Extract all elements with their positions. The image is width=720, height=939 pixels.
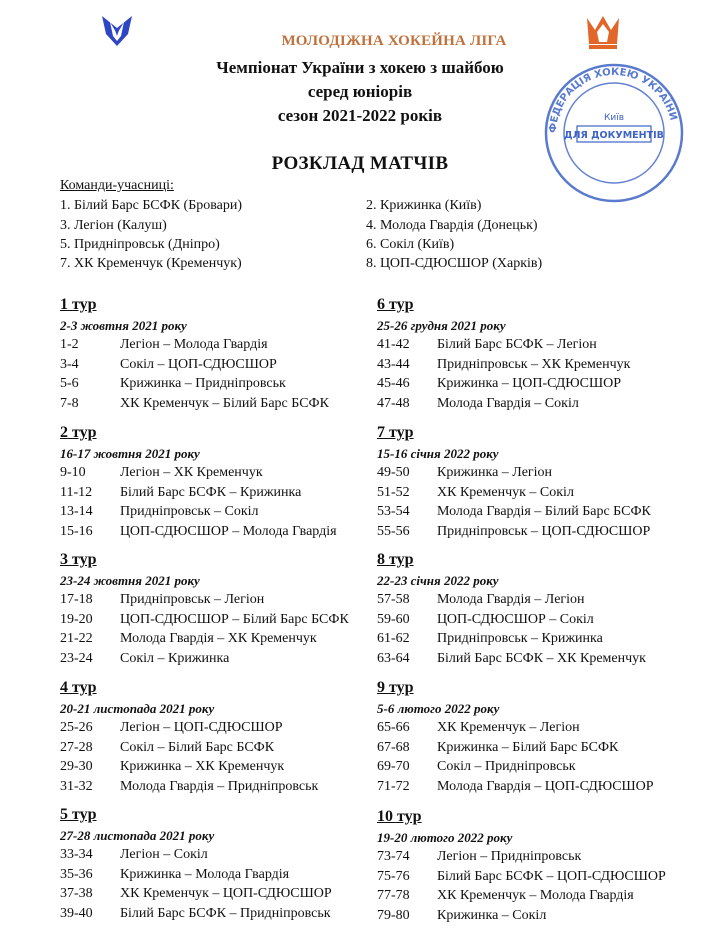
round-title: 4 тур bbox=[60, 679, 97, 696]
match-number: 29-30 bbox=[60, 759, 93, 774]
match-number: 63-64 bbox=[377, 650, 410, 666]
round-date: 25-26 грудня 2021 року bbox=[377, 318, 506, 333]
round-title: 6 тур bbox=[377, 296, 414, 313]
match-number: 21-22 bbox=[60, 631, 93, 646]
round-date: 22-23 січня 2022 року bbox=[377, 573, 499, 588]
match-row bbox=[60, 522, 380, 542]
match-teams: ХК Кременчук – Молода Гвардія bbox=[437, 888, 634, 903]
round-block bbox=[60, 422, 380, 541]
match-number: 27-28 bbox=[60, 739, 93, 755]
round-title: 10 тур bbox=[377, 808, 422, 825]
match-number: 61-62 bbox=[377, 631, 410, 646]
match-number: 31-32 bbox=[60, 778, 93, 794]
teams-label: Команди-учасниці: bbox=[60, 178, 174, 193]
official-stamp bbox=[543, 62, 685, 204]
match-teams: ХК Кременчук – Легіон bbox=[437, 720, 580, 735]
match-number: 25-26 bbox=[60, 720, 93, 735]
match-teams: Легіон – Молода Гвардія bbox=[120, 337, 268, 352]
match-row bbox=[60, 777, 380, 797]
match-row bbox=[60, 394, 380, 414]
match-row bbox=[377, 394, 697, 414]
round-block bbox=[377, 294, 697, 413]
match-teams: Сокіл – ЦОП-СДЮСШОР bbox=[120, 356, 277, 372]
round-block bbox=[60, 549, 380, 668]
round-title: 9 тур bbox=[377, 679, 414, 696]
match-teams: Крижинка – Придніпровськ bbox=[120, 376, 286, 391]
team-item: 6. Сокіл (Київ) bbox=[366, 237, 455, 252]
round-date: 2-3 жовтня 2021 року bbox=[60, 318, 187, 333]
match-row bbox=[377, 718, 697, 738]
match-number: 13-14 bbox=[60, 504, 93, 519]
match-number: 23-24 bbox=[60, 650, 93, 666]
match-teams: Придніпровськ – Крижинка bbox=[437, 631, 603, 646]
match-row bbox=[60, 374, 380, 394]
match-number: 43-44 bbox=[377, 356, 410, 372]
match-teams: Придніпровськ – Легіон bbox=[120, 592, 265, 607]
match-teams: ХК Кременчук – Білий Барс БСФК bbox=[120, 395, 329, 411]
match-row bbox=[60, 355, 380, 375]
match-teams: Крижинка – ЦОП-СДЮСШОР bbox=[437, 376, 622, 391]
match-row bbox=[377, 502, 697, 522]
team-item: 7. ХК Кременчук (Кременчук) bbox=[60, 256, 242, 271]
match-teams: ЦОП-СДЮСШОР – Молода Гвардія bbox=[120, 523, 337, 539]
match-teams: Білий Барс БСФК – ЦОП-СДЮСШОР bbox=[437, 868, 666, 884]
match-teams: Молода Гвардія – ЦОП-СДЮСШОР bbox=[437, 778, 654, 794]
round-date: 16-17 жовтня 2021 року bbox=[60, 446, 200, 461]
match-teams: ЦОП-СДЮСШОР – Сокіл bbox=[437, 611, 594, 627]
match-row bbox=[60, 845, 380, 865]
match-row bbox=[60, 629, 380, 649]
round-date: 23-24 жовтня 2021 року bbox=[60, 573, 200, 588]
match-row bbox=[60, 757, 380, 777]
match-row bbox=[60, 590, 380, 610]
round-block bbox=[377, 549, 697, 668]
match-teams: ХК Кременчук – ЦОП-СДЮСШОР bbox=[120, 886, 332, 901]
match-number: 75-76 bbox=[377, 868, 410, 884]
match-teams: Молода Гвардія – Придніпровськ bbox=[120, 778, 319, 794]
match-number: 53-54 bbox=[377, 504, 410, 519]
match-row bbox=[377, 867, 697, 887]
match-teams: Білий Барс БСФК – Придніпровськ bbox=[120, 905, 331, 921]
match-teams: Білий Барс БСФК – Крижинка bbox=[120, 484, 302, 500]
round-date: 20-21 листопада 2021 року bbox=[60, 701, 215, 716]
match-row bbox=[60, 649, 380, 669]
match-number: 37-38 bbox=[60, 886, 93, 901]
match-number: 35-36 bbox=[60, 866, 93, 882]
round-block bbox=[377, 806, 697, 925]
championship-title: Чемпіонат України з хокею з шайбою bbox=[216, 58, 504, 77]
match-row bbox=[377, 610, 697, 630]
round-title: 2 тур bbox=[60, 424, 97, 441]
match-teams: Крижинка – Білий Барс БСФК bbox=[437, 739, 619, 755]
match-number: 15-16 bbox=[60, 523, 93, 539]
match-number: 5-6 bbox=[60, 376, 79, 391]
match-teams: Придніпровськ – ЦОП-СДЮСШОР bbox=[437, 523, 651, 539]
match-teams: Молода Гвардія – Сокіл bbox=[437, 395, 579, 411]
match-row bbox=[60, 610, 380, 630]
round-title: 5 тур bbox=[60, 806, 97, 823]
match-number: 71-72 bbox=[377, 778, 410, 794]
match-row bbox=[60, 884, 380, 904]
match-teams: Крижинка – Молода Гвардія bbox=[120, 866, 290, 882]
match-teams: Легіон – Придніпровськ bbox=[437, 849, 582, 864]
match-teams: Крижинка – ХК Кременчук bbox=[120, 759, 285, 774]
match-number: 7-8 bbox=[60, 395, 79, 411]
match-row bbox=[60, 738, 380, 758]
match-teams: Легіон – Сокіл bbox=[120, 847, 208, 862]
round-block bbox=[60, 804, 380, 923]
team-item: 4. Молода Гвардія (Донецьк) bbox=[366, 218, 538, 233]
match-row bbox=[377, 483, 697, 503]
round-block bbox=[60, 294, 380, 413]
match-teams: Крижинка – Сокіл bbox=[437, 907, 547, 923]
season-title: сезон 2021-2022 років bbox=[277, 106, 443, 125]
match-teams: Сокіл – Крижинка bbox=[120, 650, 230, 666]
match-row bbox=[60, 865, 380, 885]
match-number: 73-74 bbox=[377, 849, 410, 864]
match-row bbox=[60, 463, 380, 483]
round-block bbox=[377, 422, 697, 541]
match-number: 47-48 bbox=[377, 395, 410, 411]
match-row bbox=[377, 886, 697, 906]
match-teams: ЦОП-СДЮСШОР – Білий Барс БСФК bbox=[120, 611, 349, 627]
page-title: РОЗКЛАД МАТЧІВ bbox=[271, 153, 449, 174]
match-number: 55-56 bbox=[377, 523, 410, 539]
match-row bbox=[377, 355, 697, 375]
match-teams: Придніпровськ – Сокіл bbox=[120, 504, 259, 519]
match-teams: Сокіл – Придніпровськ bbox=[437, 759, 576, 774]
match-teams: Легіон – ЦОП-СДЮСШОР bbox=[120, 720, 283, 735]
match-row bbox=[377, 335, 697, 355]
match-number: 9-10 bbox=[60, 465, 86, 480]
match-teams: Молода Гвардія – ХК Кременчук bbox=[120, 631, 317, 646]
match-number: 49-50 bbox=[377, 465, 410, 480]
match-teams: Крижинка – Легіон bbox=[437, 465, 553, 480]
svg-text:ФЕДЕРАЦІЯ ХОКЕЮ УКРАЇНИ bbox=[548, 67, 679, 133]
match-row bbox=[377, 847, 697, 867]
match-number: 3-4 bbox=[60, 356, 79, 372]
team-item: 2. Крижинка (Київ) bbox=[366, 198, 482, 213]
match-teams: Молода Гвардія – Білий Барс БСФК bbox=[437, 504, 651, 519]
match-row bbox=[377, 522, 697, 542]
match-number: 17-18 bbox=[60, 592, 93, 607]
match-row bbox=[377, 649, 697, 669]
match-number: 39-40 bbox=[60, 905, 93, 921]
league-name: МОЛОДІЖНА ХОКЕЙНА ЛІГА bbox=[281, 33, 507, 49]
match-teams: ХК Кременчук – Сокіл bbox=[437, 484, 574, 500]
match-number: 67-68 bbox=[377, 739, 410, 755]
match-number: 65-66 bbox=[377, 720, 410, 735]
team-item: 8. ЦОП-СДЮСШОР (Харків) bbox=[366, 256, 543, 271]
match-number: 79-80 bbox=[377, 907, 410, 923]
stamp-ring-text: ФЕДЕРАЦІЯ ХОКЕЮ УКРАЇНИ bbox=[547, 66, 679, 134]
match-number: 69-70 bbox=[377, 759, 410, 774]
championship-subtitle: серед юніорів bbox=[307, 82, 413, 101]
team-item: 1. Білий Барс БСФК (Бровари) bbox=[60, 198, 243, 213]
match-row bbox=[377, 463, 697, 483]
match-number: 11-12 bbox=[60, 484, 93, 500]
match-teams: Придніпровськ – ХК Кременчук bbox=[437, 356, 631, 372]
round-title: 3 тур bbox=[60, 551, 97, 568]
match-number: 77-78 bbox=[377, 888, 410, 903]
stamp-center-text: ДЛЯ ДОКУМЕНТІВ bbox=[564, 130, 664, 141]
round-date: 15-16 січня 2022 року bbox=[377, 446, 499, 461]
match-number: 19-20 bbox=[60, 611, 93, 627]
match-number: 59-60 bbox=[377, 611, 410, 627]
match-row bbox=[60, 904, 380, 924]
match-row bbox=[60, 718, 380, 738]
team-item: 5. Придніпровськ (Дніпро) bbox=[60, 237, 220, 252]
round-title: 8 тур bbox=[377, 551, 414, 568]
round-title: 1 тур bbox=[60, 296, 97, 313]
match-teams: Білий Барс БСФК – Легіон bbox=[437, 337, 597, 352]
round-date: 19-20 лютого 2022 року bbox=[377, 830, 513, 845]
match-number: 51-52 bbox=[377, 484, 410, 500]
stamp-city: Київ bbox=[603, 113, 625, 123]
match-row bbox=[377, 777, 697, 797]
match-number: 1-2 bbox=[60, 337, 79, 352]
match-number: 45-46 bbox=[377, 376, 410, 391]
match-row bbox=[377, 590, 697, 610]
match-number: 57-58 bbox=[377, 592, 410, 607]
match-row bbox=[377, 906, 697, 926]
match-teams: Молода Гвардія – Легіон bbox=[437, 592, 585, 607]
match-row bbox=[60, 502, 380, 522]
round-block bbox=[377, 677, 697, 796]
round-block bbox=[60, 677, 380, 796]
round-date: 5-6 лютого 2022 року bbox=[377, 701, 500, 716]
match-row bbox=[60, 335, 380, 355]
match-row bbox=[377, 629, 697, 649]
match-number: 33-34 bbox=[60, 847, 93, 862]
round-date: 27-28 листопада 2021 року bbox=[60, 828, 215, 843]
round-title: 7 тур bbox=[377, 424, 414, 441]
team-item: 3. Легіон (Калуш) bbox=[60, 218, 167, 233]
match-teams: Сокіл – Білий Барс БСФК bbox=[120, 739, 275, 755]
match-teams: Білий Барс БСФК – ХК Кременчук bbox=[437, 650, 646, 666]
match-row bbox=[60, 483, 380, 503]
match-number: 41-42 bbox=[377, 337, 410, 352]
match-teams: Легіон – ХК Кременчук bbox=[120, 465, 263, 480]
match-row bbox=[377, 757, 697, 777]
match-row bbox=[377, 374, 697, 394]
match-row bbox=[377, 738, 697, 758]
